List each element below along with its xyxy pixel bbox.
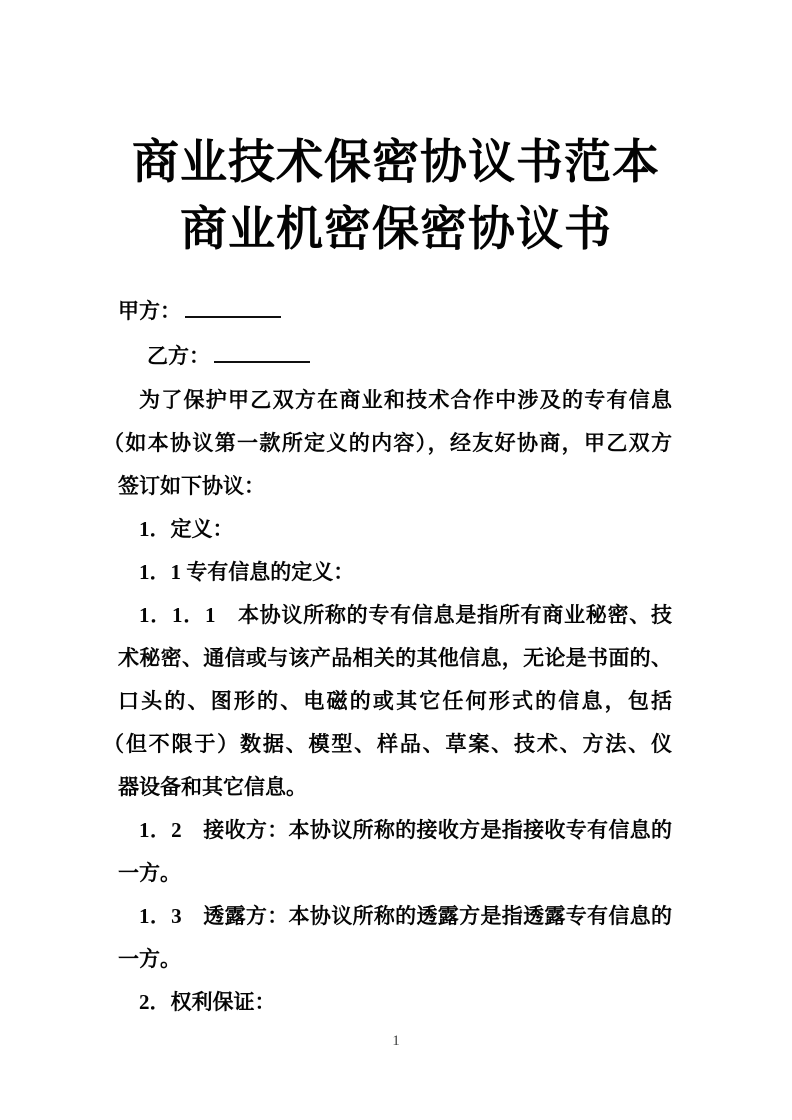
text-line: 一方。 <box>118 947 181 971</box>
text-line: 1．3 透露方：本协议所称的透露方是指透露专有信息的 <box>139 904 672 928</box>
party-b-row <box>118 334 672 379</box>
document-title <box>0 130 792 264</box>
text-line: 术秘密、通信或与该产品相关的其他信息，无论是书面的、 <box>118 646 672 670</box>
text-line: 口头的、图形的、电磁的或其它任何形式的信息，包括 <box>118 689 672 713</box>
party-b-blank-line <box>214 357 310 363</box>
page-number: 1 <box>392 1033 400 1049</box>
text-line: 器设备和其它信息。 <box>118 775 307 799</box>
document-body <box>103 289 672 1024</box>
body-lines <box>103 379 672 1024</box>
title-line-1: 商业技术保密协议书范本 <box>132 137 660 189</box>
text-line: 1．定义： <box>139 517 234 541</box>
party-b-label: 乙方： <box>147 344 210 368</box>
text-line: 1．1．1 本协议所称的专有信息是指所有商业秘密、技 <box>139 603 672 627</box>
party-a-label: 甲方： <box>118 299 181 323</box>
text-line: 为了保护甲乙双方在商业和技术合作中涉及的专有信息 <box>139 388 672 412</box>
text-line: （如本协议第一款所定义的内容），经友好协商，甲乙双方 <box>103 431 672 455</box>
text-line: 2．权利保证： <box>139 990 276 1014</box>
party-a-blank-line <box>185 312 281 318</box>
text-line: （但不限于）数据、模型、样品、草案、技术、方法、仪 <box>103 732 672 756</box>
text-line: 1．1 专有信息的定义： <box>139 560 355 584</box>
text-line: 签订如下协议： <box>118 474 265 498</box>
text-line: 一方。 <box>118 861 181 885</box>
title-line-2: 商业机密保密协议书 <box>180 204 612 256</box>
text-line: 1．2 接收方：本协议所称的接收方是指接收专有信息的 <box>139 818 672 842</box>
party-a-row <box>118 289 672 334</box>
